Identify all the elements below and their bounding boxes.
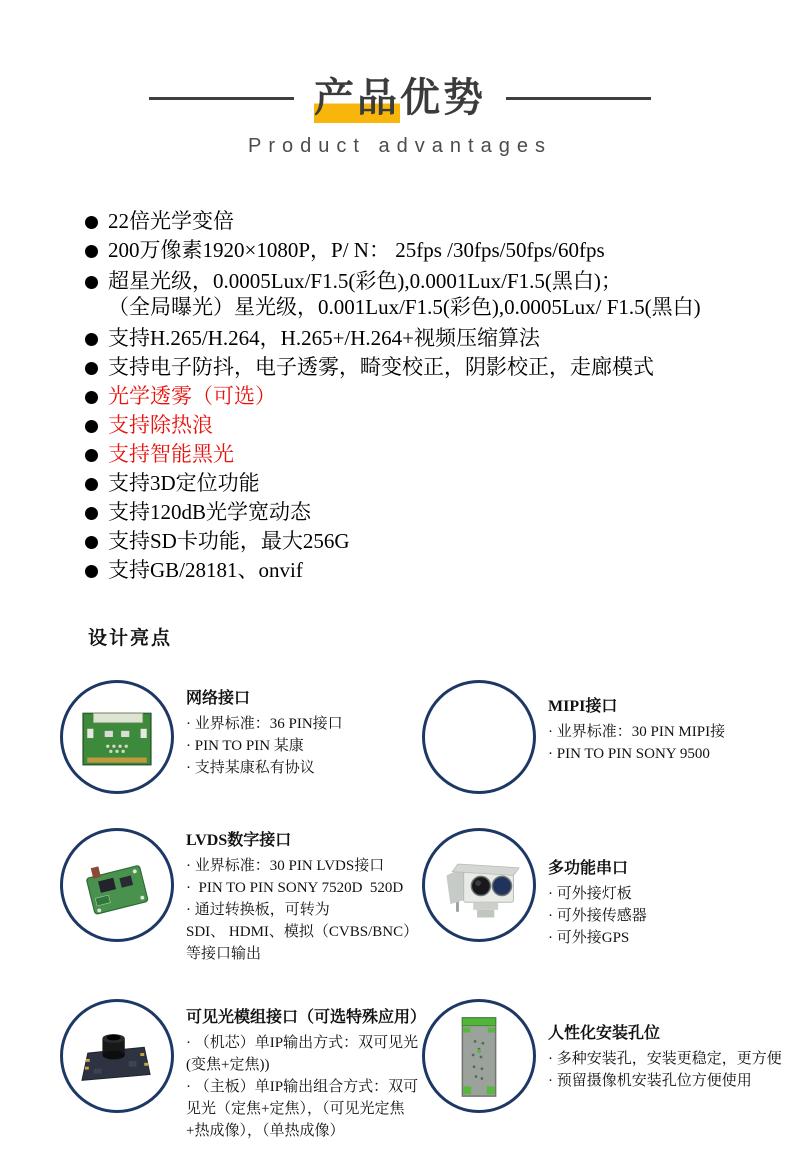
design-item-text — [548, 680, 725, 794]
bullet-icon — [85, 216, 98, 229]
feature-item — [85, 528, 800, 554]
design-item-title: MIPI接口 — [548, 698, 618, 715]
bullet-icon — [85, 420, 98, 433]
camera-module-image — [76, 1020, 158, 1092]
design-item-title: 可见光模组接口（可选特殊应用） — [186, 1009, 427, 1026]
bullet-icon — [85, 507, 98, 520]
serial-image-circle — [422, 828, 536, 942]
feature-item — [85, 237, 800, 263]
feature-text: 支持3D定位功能 — [108, 471, 260, 495]
lvds-board-image — [76, 849, 158, 921]
design-highlights-grid — [60, 680, 800, 1142]
design-item-text — [186, 680, 343, 794]
title-row — [0, 76, 800, 120]
design-item-point: · 业界标准：30 PIN LVDS接口 — [186, 858, 385, 874]
design-item-title: 人性化安装孔位 — [548, 1025, 661, 1042]
design-item-point: · 支持某康私有协议 — [186, 760, 315, 776]
page-title-rest: 优势 — [400, 76, 486, 120]
design-item-text — [186, 828, 418, 965]
bullet-icon — [85, 449, 98, 462]
design-item-mounting-holes — [422, 999, 800, 1142]
feature-item — [85, 557, 800, 583]
design-item-point: (变焦+定焦)) — [186, 1057, 270, 1073]
design-item-point: · 通过转换板，可转为 — [186, 902, 330, 918]
design-item-point: · 可外接灯板 — [548, 886, 632, 902]
dual-lens-camera-image — [435, 841, 523, 929]
feature-text: 200万像素1920×1080P，P/ N： 25fps /30fps/50fps/60fps — [108, 238, 605, 262]
page-subtitle: Product advantages — [248, 135, 552, 157]
mounting-plate-image — [453, 1010, 505, 1102]
page-title — [314, 76, 486, 120]
feature-text: 光学透雾（可选） — [108, 384, 276, 408]
title-divider-right — [506, 97, 651, 100]
feature-text: 支持智能黑光 — [108, 442, 234, 466]
mounting-image-circle — [422, 999, 536, 1113]
design-item-point: · 可外接传感器 — [548, 908, 647, 924]
feature-item — [85, 268, 800, 320]
design-item-point: · 业界标准：36 PIN接口 — [186, 716, 343, 732]
design-highlights-heading: 设计亮点 — [88, 628, 173, 649]
design-item-visible-light-module — [60, 999, 427, 1142]
design-item-title: 多功能串口 — [548, 860, 629, 877]
feature-text: 超星光级，0.0005Lux/F1.5(彩色),0.0001Lux/F1.5(黑白)； — [108, 269, 622, 293]
feature-item-red — [85, 441, 800, 467]
bullet-icon — [85, 478, 98, 491]
network-image-circle — [60, 680, 174, 794]
bullet-icon — [85, 333, 98, 346]
feature-item-red — [85, 383, 800, 409]
bullet-icon — [85, 362, 98, 375]
design-item-point: · PIN TO PIN SONY 7520D 520D — [186, 880, 404, 896]
design-item-point: · PIN TO PIN SONY 9500 — [548, 746, 710, 762]
mipi-image-circle — [422, 680, 536, 794]
feature-text-line2: （全局曝光）星光级，0.001Lux/F1.5(彩色),0.0005Lux/ F1.5(黑白) — [108, 295, 701, 319]
feature-item — [85, 354, 800, 380]
title-divider-left — [149, 97, 294, 100]
bullet-icon — [85, 391, 98, 404]
design-item-network-interface — [60, 680, 422, 794]
feature-list — [85, 208, 800, 583]
bullet-icon — [85, 565, 98, 578]
feature-text: 支持H.265/H.264，H.265+/H.264+视频压缩算法 — [108, 326, 541, 350]
design-item-title: 网络接口 — [186, 690, 251, 707]
design-item-text — [548, 999, 782, 1142]
feature-item-red — [85, 412, 800, 438]
design-item-point: 见光（定焦+定焦），（可见光定焦 — [186, 1101, 405, 1117]
design-item-serial-port — [422, 828, 800, 965]
design-item-point: · 可外接GPS — [548, 930, 630, 946]
bullet-icon — [85, 276, 98, 289]
design-item-text — [548, 828, 647, 965]
design-item-point: SDI、 HDMI、模拟（CVBS/BNC） — [186, 924, 419, 940]
design-item-point: 等接口输出 — [186, 946, 262, 962]
feature-text: 支持GB/28181、onvif — [108, 558, 303, 582]
network-board-image — [77, 703, 157, 771]
feature-text: 支持除热浪 — [108, 413, 213, 437]
page-title-highlighted: 产品 — [314, 76, 400, 123]
design-item-lvds-interface — [60, 828, 422, 965]
bullet-icon — [85, 245, 98, 258]
feature-text: 支持120dB光学宽动态 — [108, 500, 312, 524]
lvds-image-circle — [60, 828, 174, 942]
bullet-icon — [85, 536, 98, 549]
design-item-point: +热成像），（单热成像） — [186, 1123, 345, 1139]
design-item-mipi-interface — [422, 680, 800, 794]
design-item-text — [186, 999, 426, 1142]
feature-text: 22倍光学变倍 — [108, 209, 234, 233]
design-item-point: · 业界标准：30 PIN MIPI接 — [548, 724, 726, 740]
design-item-point: · 预留摄像机安装孔位方便使用 — [548, 1073, 752, 1089]
design-item-title: LVDS数字接口 — [186, 832, 292, 849]
feature-text: 支持电子防抖，电子透雾，畸变校正，阴影校正，走廊模式 — [108, 355, 654, 379]
feature-item — [85, 325, 800, 351]
design-item-point: · 多种安装孔，安装更稳定，更方便 — [548, 1051, 782, 1067]
feature-item — [85, 499, 800, 525]
design-item-point: · PIN TO PIN 某康 — [186, 738, 304, 754]
design-item-point: · （机芯）单IP输出方式：双可见光 — [186, 1035, 419, 1051]
module-image-circle — [60, 999, 174, 1113]
design-item-point: · （主板）单IP输出组合方式：双可 — [186, 1079, 419, 1095]
feature-text: 支持SD卡功能，最大256G — [108, 529, 350, 553]
feature-item — [85, 208, 800, 234]
feature-item — [85, 470, 800, 496]
page-header — [0, 0, 800, 158]
